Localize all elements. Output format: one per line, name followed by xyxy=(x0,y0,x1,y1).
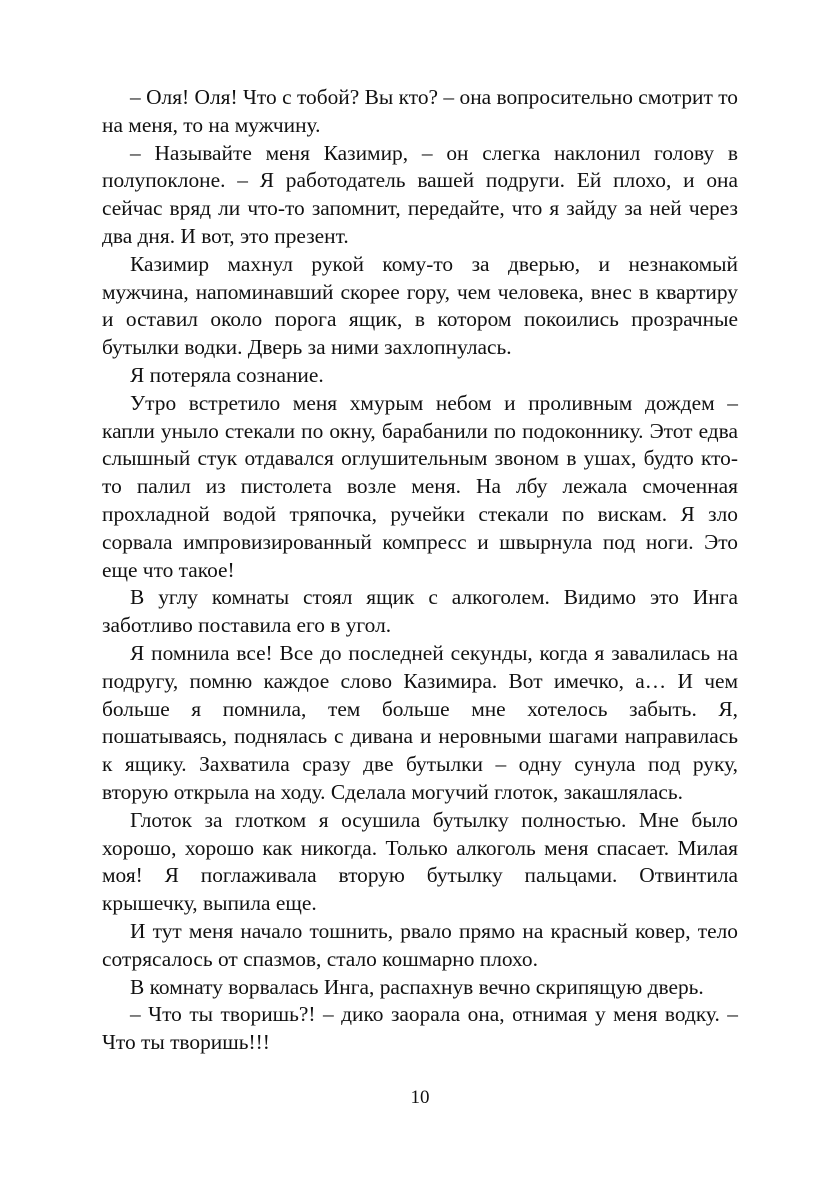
page-number: 10 xyxy=(410,1087,430,1108)
paragraph: В комнату ворвалась Инга, распахнув вечно скрипящую дверь. xyxy=(130,974,704,999)
paragraph: Утро встретило меня хмурым небом и проливным дождем – капли уныло стекали по окну, барабанили по подоконнику. Этот едва слышный стук отдавался оглушительным звоном в ушах, будто кто-то палил из пистолета возле меня. На лбу лежала смоченная прохладной водой тряпочка, ручейки стекали по вискам. Я зло сорвала импровизированный компресс и швырнула под ноги. Это еще что такое! xyxy=(102,390,738,582)
paragraph: Глоток за глотком я осушила бутылку полностью. Мне было хорошо, хорошо как никогда. Только алкоголь меня спасает. Милая моя! Я поглаживала вторую бутылку пальцами. Отвинтила крышечку, выпила еще. xyxy=(102,807,738,916)
paragraph: – Называйте меня Казимир, – он слегка наклонил голову в полупоклоне. – Я работодатель вашей подруги. Ей плохо, и она сейчас вряд ли что-то запомнит, передайте, что я зайду за ней через два дня. И вот, это презент. xyxy=(102,140,738,248)
paragraph: В углу комнаты стоял ящик с алкоголем. Видимо это Инга заботливо поставила его в угол. xyxy=(102,585,738,638)
paragraph: – Что ты творишь?! – дико заорала она, отнимая у меня водку. – Что ты творишь!!! xyxy=(102,1002,738,1055)
paragraph: Я потеряла сознание. xyxy=(130,362,324,387)
body-text xyxy=(102,84,738,1057)
paragraph: И тут меня начало тошнить, рвало прямо на красный ковер, тело сотрясалось от спазмов, стало кошмарно плохо. xyxy=(102,918,738,971)
paragraph: Я помнила все! Все до последней секунды, когда я завалилась на подругу, помню каждое слово Казимира. Вот имечко, а… И чем больше я помнила, тем больше мне хотелось забыть. Я, пошатываясь, поднялась с дивана и неровными шагами направилась к ящику. Захватила сразу две бутылки – одну сунула под руку, вторую открыла на ходу. Сделала могучий глоток, закашлялась. xyxy=(102,640,738,804)
paragraph: Казимир махнул рукой кому-то за дверью, и незнакомый мужчина, напоминавший скорее гору, чем человека, внес в квартиру и оставил около порога ящик, в котором покоились прозрачные бутылки водки. Дверь за ними захлопнулась. xyxy=(102,251,738,360)
paragraph: – Оля! Оля! Что с тобой? Вы кто? – она вопросительно смотрит то на меня, то на мужчину. xyxy=(102,85,738,137)
